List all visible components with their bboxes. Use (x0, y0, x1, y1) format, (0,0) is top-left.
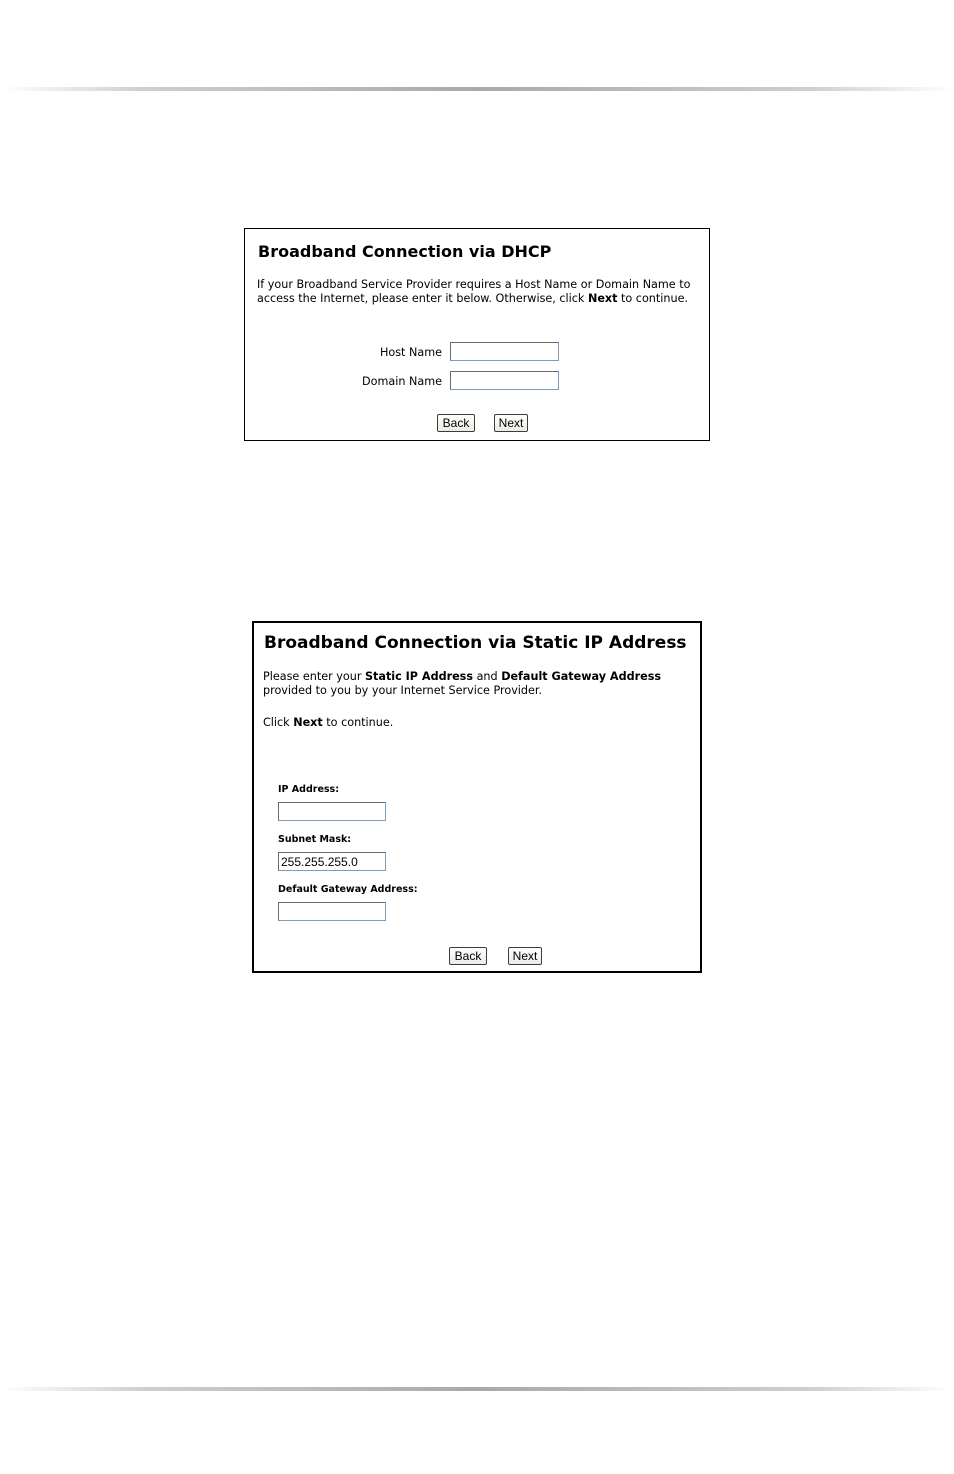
domain-name-label: Domain Name (362, 375, 442, 388)
static-ip-panel (252, 621, 702, 973)
dhcp-panel-title: Broadband Connection via DHCP (258, 242, 552, 261)
default-gateway-label: Default Gateway Address: (278, 884, 418, 895)
static-ip-panel-title: Broadband Connection via Static IP Address (264, 633, 687, 653)
next-button[interactable]: Next (508, 947, 542, 965)
header-divider (0, 87, 954, 91)
subnet-mask-input[interactable] (278, 852, 386, 871)
static-ip-instructions: Please enter your Static IP Address and Default Gateway Address provided to you by your Internet Service Provider. (263, 670, 662, 697)
dhcp-panel (244, 228, 710, 441)
continue-instruction: Click Next to continue. (263, 716, 394, 729)
subnet-mask-label: Subnet Mask: (278, 834, 352, 845)
host-name-input[interactable] (450, 342, 559, 361)
next-button[interactable]: Next (494, 414, 528, 432)
ip-address-label: IP Address: (278, 784, 339, 795)
dhcp-instructions: If your Broadband Service Provider requires a Host Name or Domain Name to access the Internet, please enter it below. Otherwise, click Next to continue. (257, 278, 691, 305)
host-name-label: Host Name (379, 346, 442, 359)
footer-divider (0, 1387, 954, 1391)
ip-address-input[interactable] (278, 802, 386, 821)
default-gateway-input[interactable] (278, 902, 386, 921)
domain-name-input[interactable] (450, 371, 559, 390)
back-button[interactable]: Back (437, 414, 475, 432)
back-button[interactable]: Back (449, 947, 487, 965)
